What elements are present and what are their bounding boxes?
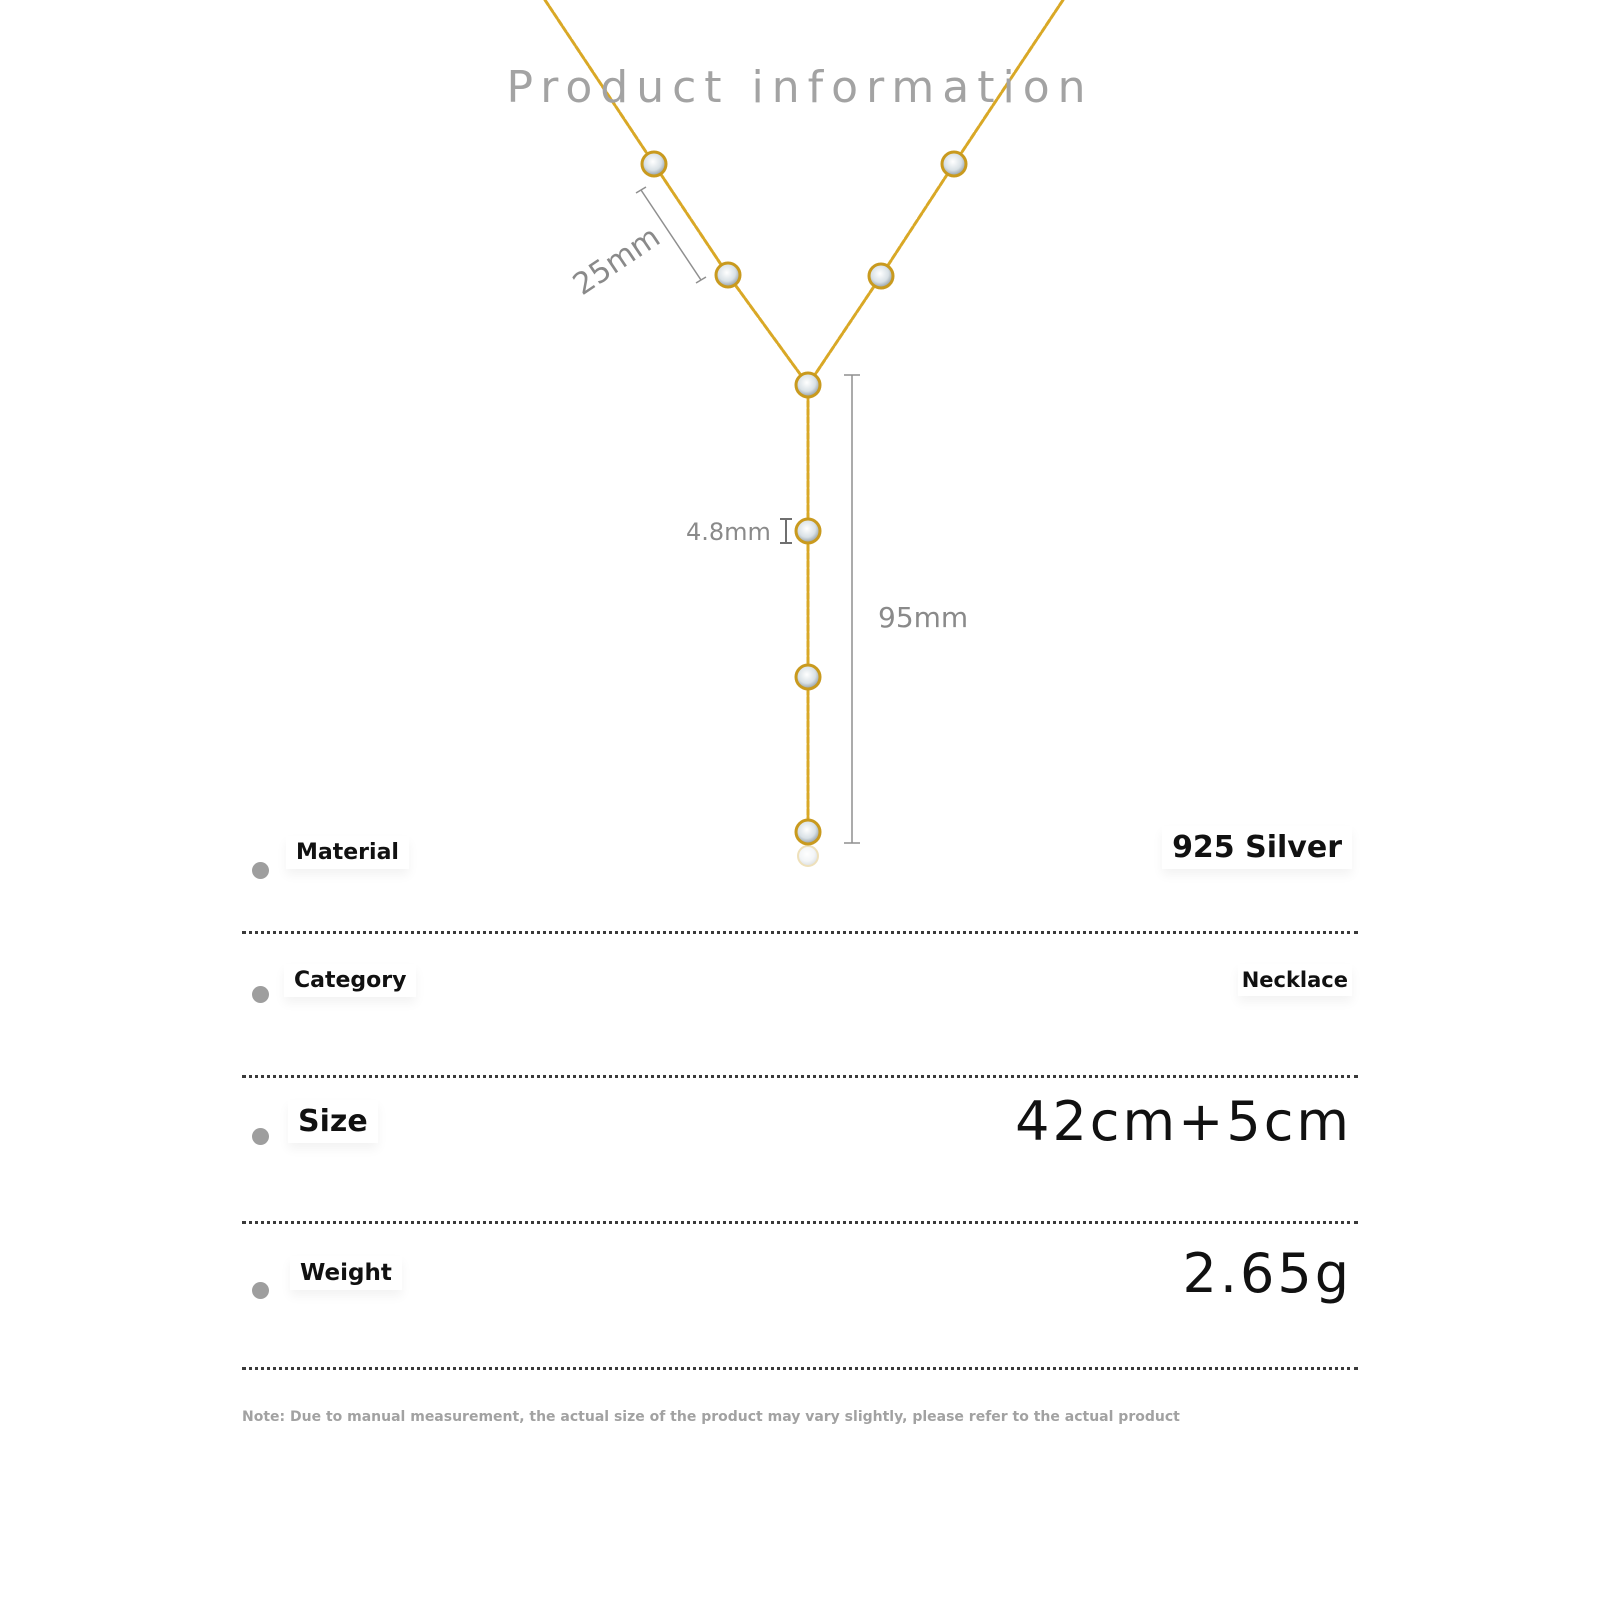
spec-row-category	[242, 934, 1358, 1078]
bezel-stone	[642, 152, 666, 176]
bullet-icon	[252, 862, 269, 879]
dimension-drop-label: 95mm	[878, 601, 969, 634]
dotted-divider	[242, 1367, 1358, 1370]
bezel-stone	[716, 263, 740, 287]
spec-value-category: Necklace	[1238, 964, 1352, 996]
spec-value-material: 925 Silver	[1162, 826, 1352, 869]
bezel-stones	[642, 152, 969, 866]
dimension-stone-label: 4.8mm	[686, 518, 771, 546]
bezel-stone	[796, 373, 820, 397]
spec-row-size	[242, 1078, 1358, 1224]
spec-label-weight: Weight	[290, 1256, 402, 1290]
bullet-icon	[252, 1128, 269, 1145]
bezel-stone	[796, 519, 820, 543]
bezel-stone	[869, 264, 893, 288]
bullet-icon	[252, 986, 269, 1003]
measurement-note: Note: Due to manual measurement, the actual size of the product may vary slightly, please refer to the actual product	[242, 1409, 1180, 1425]
bullet-icon	[252, 1282, 269, 1299]
spec-table	[242, 800, 1358, 1370]
necklace-chain	[545, 0, 1063, 832]
spec-label-size: Size	[288, 1100, 378, 1143]
spec-row-weight	[242, 1224, 1358, 1370]
dimension-stone	[780, 519, 792, 543]
spec-value-size: 42cm+5cm	[1015, 1090, 1352, 1153]
spec-label-category: Category	[284, 964, 416, 997]
spec-value-weight: 2.65g	[1182, 1242, 1352, 1305]
bezel-stone	[942, 152, 966, 176]
dimension-spacing-label: 25mm	[566, 219, 667, 303]
dimension-drop	[844, 375, 860, 843]
page-title: Product information	[506, 62, 1094, 113]
spec-row-material	[242, 800, 1358, 934]
spec-label-material: Material	[286, 836, 409, 869]
bezel-stone	[796, 665, 820, 689]
